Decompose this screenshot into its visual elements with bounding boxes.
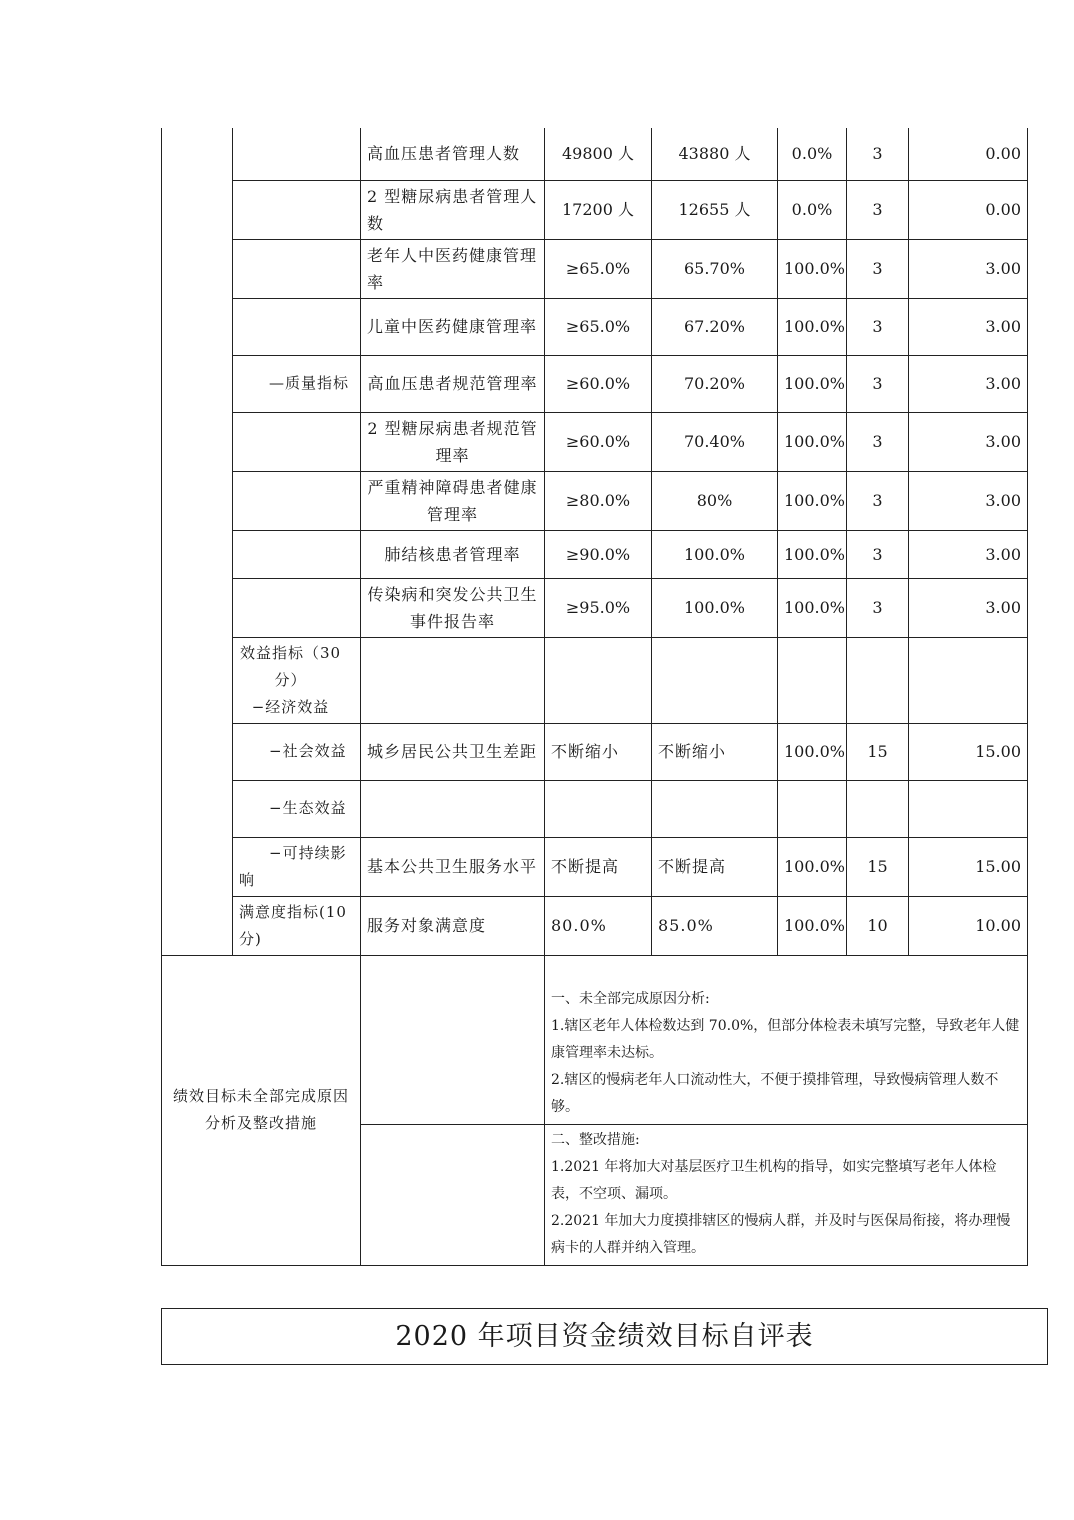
table-row	[162, 471, 1028, 530]
table-row	[162, 180, 1028, 239]
table-row	[162, 530, 1028, 578]
analysis-row-reasons	[162, 955, 1028, 1124]
footer-title: 2020 年项目资金绩效目标自评表	[161, 1308, 1048, 1365]
target-value-cell	[545, 637, 652, 723]
weight-cell: 3	[847, 578, 909, 637]
category-cell: 效益指标（30 分） −经济效益	[233, 637, 361, 723]
target-value-cell: 不断提高	[545, 837, 652, 896]
category-cell	[233, 180, 361, 239]
actual-value-cell: 70.40%	[652, 412, 778, 471]
completion-rate-cell: 100.0%	[778, 412, 847, 471]
target-value-cell: ≥95.0%	[545, 578, 652, 637]
target-value-cell: ≥60.0%	[545, 412, 652, 471]
completion-rate-cell: 0.0%	[778, 180, 847, 239]
table-row	[162, 896, 1028, 955]
actual-value-cell: 12655 人	[652, 180, 778, 239]
category-cell: −可持续影响	[233, 837, 361, 896]
actual-value-cell	[652, 780, 778, 837]
category-cell	[233, 412, 361, 471]
measures-cell	[545, 1124, 1028, 1265]
actual-value-cell: 不断提高	[652, 837, 778, 896]
weight-cell: 10	[847, 896, 909, 955]
target-value-cell: 80.0%	[545, 896, 652, 955]
measures-heading: 二、整改措施:	[551, 1132, 640, 1148]
target-value-cell	[545, 780, 652, 837]
table-row	[162, 637, 1028, 723]
indicator-cell: 2 型糖尿病患者管理人数	[361, 180, 545, 239]
indicator-cell: 基本公共卫生服务水平	[361, 837, 545, 896]
category-cell: −社会效益	[233, 723, 361, 780]
actual-value-cell: 67.20%	[652, 298, 778, 355]
completion-rate-cell: 100.0%	[778, 355, 847, 412]
category-cell	[233, 239, 361, 298]
category-cell: —质量指标	[233, 355, 361, 412]
indicator-cell: 高血压患者管理人数	[361, 128, 545, 180]
score-cell: 3.00	[909, 578, 1028, 637]
indicator-cell: 严重精神障碍患者健康管理率	[361, 471, 545, 530]
performance-table	[161, 128, 1028, 1266]
table-row	[162, 412, 1028, 471]
score-cell: 15.00	[909, 837, 1028, 896]
table-row	[162, 355, 1028, 412]
table-row	[162, 723, 1028, 780]
actual-value-cell: 不断缩小	[652, 723, 778, 780]
target-value-cell: 17200 人	[545, 180, 652, 239]
weight-cell: 3	[847, 412, 909, 471]
measure-item: 2.2021 年加大力度摸排辖区的慢病人群，并及时与医保局衔接，将办理慢病卡的人群并纳入管理。	[551, 1213, 1011, 1256]
score-cell: 3.00	[909, 298, 1028, 355]
indicator-cell: 服务对象满意度	[361, 896, 545, 955]
score-cell: 0.00	[909, 180, 1028, 239]
table-row	[162, 578, 1028, 637]
target-value-cell: ≥60.0%	[545, 355, 652, 412]
actual-value-cell: 85.0%	[652, 896, 778, 955]
completion-rate-cell: 0.0%	[778, 128, 847, 180]
completion-rate-cell: 100.0%	[778, 723, 847, 780]
score-cell: 3.00	[909, 471, 1028, 530]
weight-cell: 3	[847, 239, 909, 298]
category-cell: 满意度指标(10 分)	[233, 896, 361, 955]
actual-value-cell: 70.20%	[652, 355, 778, 412]
target-value-cell: ≥65.0%	[545, 298, 652, 355]
measure-item: 1.2021 年将加大对基层医疗卫生机构的指导，如实完整填写老年人体检表，不空项、漏项。	[551, 1159, 997, 1202]
reason-item: 1.辖区老年人体检数达到 70.0%，但部分体检表未填写完整，导致老年人健康管理率未达标。	[551, 1018, 1020, 1061]
indicator-cell: 传染病和突发公共卫生事件报告率	[361, 578, 545, 637]
indicator-cell: 儿童中医药健康管理率	[361, 298, 545, 355]
target-value-cell: ≥65.0%	[545, 239, 652, 298]
reasons-cell	[545, 955, 1028, 1124]
score-cell: 15.00	[909, 723, 1028, 780]
weight-cell: 3	[847, 128, 909, 180]
indicator-cell	[361, 637, 545, 723]
analysis-blank-cell	[361, 955, 545, 1124]
target-value-cell: ≥80.0%	[545, 471, 652, 530]
completion-rate-cell: 100.0%	[778, 837, 847, 896]
completion-rate-cell: 100.0%	[778, 239, 847, 298]
indicator-cell: 高血压患者规范管理率	[361, 355, 545, 412]
actual-value-cell: 80%	[652, 471, 778, 530]
table-row	[162, 780, 1028, 837]
weight-cell: 3	[847, 530, 909, 578]
reasons-heading: 一、未全部完成原因分析:	[551, 991, 710, 1007]
indicator-cell: 肺结核患者管理率	[361, 530, 545, 578]
target-value-cell: ≥90.0%	[545, 530, 652, 578]
score-cell: 3.00	[909, 530, 1028, 578]
weight-cell: 3	[847, 471, 909, 530]
score-cell	[909, 637, 1028, 723]
score-cell: 0.00	[909, 128, 1028, 180]
weight-cell: 15	[847, 723, 909, 780]
indicator-cell: 城乡居民公共卫生差距	[361, 723, 545, 780]
completion-rate-cell: 100.0%	[778, 530, 847, 578]
weight-cell	[847, 780, 909, 837]
weight-cell: 15	[847, 837, 909, 896]
completion-rate-cell	[778, 637, 847, 723]
completion-rate-cell: 100.0%	[778, 578, 847, 637]
completion-rate-cell: 100.0%	[778, 471, 847, 530]
category-cell	[233, 128, 361, 180]
indicator-cell	[361, 780, 545, 837]
target-value-cell: 不断缩小	[545, 723, 652, 780]
actual-value-cell: 43880 人	[652, 128, 778, 180]
weight-cell	[847, 637, 909, 723]
actual-value-cell: 100.0%	[652, 530, 778, 578]
actual-value-cell	[652, 637, 778, 723]
analysis-label-cell: 绩效目标未全部完成原因分析及整改措施	[162, 955, 361, 1265]
actual-value-cell: 100.0%	[652, 578, 778, 637]
category-cell	[233, 530, 361, 578]
score-cell: 10.00	[909, 896, 1028, 955]
indicator-cell: 老年人中医药健康管理率	[361, 239, 545, 298]
indicator-cell: 2 型糖尿病患者规范管理率	[361, 412, 545, 471]
completion-rate-cell	[778, 780, 847, 837]
completion-rate-cell: 100.0%	[778, 298, 847, 355]
score-cell: 3.00	[909, 412, 1028, 471]
analysis-blank-cell	[361, 1124, 545, 1265]
first-level-cell	[162, 128, 233, 955]
score-cell	[909, 780, 1028, 837]
score-cell: 3.00	[909, 239, 1028, 298]
category-cell	[233, 578, 361, 637]
weight-cell: 3	[847, 355, 909, 412]
category-cell: −生态效益	[233, 780, 361, 837]
score-cell: 3.00	[909, 355, 1028, 412]
weight-cell: 3	[847, 298, 909, 355]
table-row	[162, 837, 1028, 896]
reason-item: 2.辖区的慢病老年人口流动性大，不便于摸排管理，导致慢病管理人数不够。	[551, 1072, 999, 1115]
actual-value-cell: 65.70%	[652, 239, 778, 298]
target-value-cell: 49800 人	[545, 128, 652, 180]
table-row	[162, 239, 1028, 298]
table-row	[162, 298, 1028, 355]
category-cell	[233, 471, 361, 530]
weight-cell: 3	[847, 180, 909, 239]
table-row	[162, 128, 1028, 180]
completion-rate-cell: 100.0%	[778, 896, 847, 955]
category-cell	[233, 298, 361, 355]
